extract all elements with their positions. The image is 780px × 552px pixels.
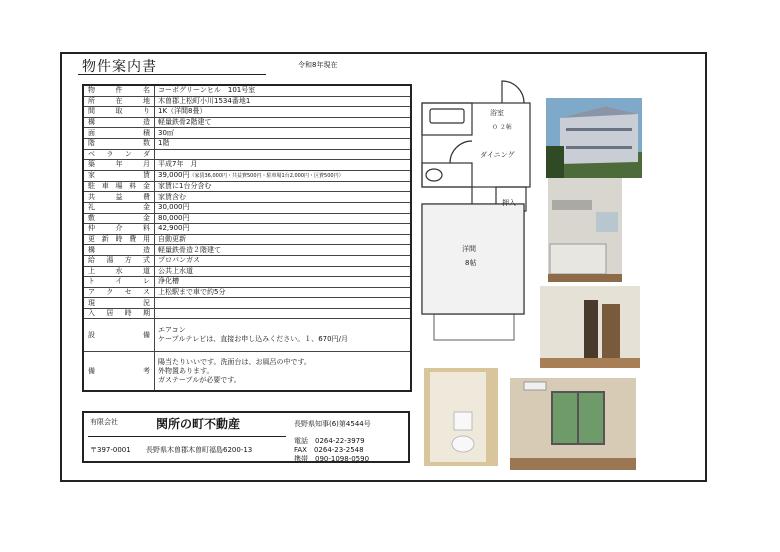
spec-row (83, 245, 411, 256)
spec-label: 入居時期 (83, 308, 155, 319)
spec-value-text: 1K（洋間8畳） (158, 107, 207, 116)
spec-value-text: 自動更新 (158, 235, 186, 244)
spec-value (155, 213, 412, 224)
spec-value (155, 234, 412, 245)
spec-value-text: 上松駅まで車で約5分 (158, 287, 226, 296)
plan-balcony (434, 314, 514, 340)
spec-value-text: 1階 (158, 139, 170, 148)
plan-dining-label: ダイニング (480, 151, 515, 159)
license-number: 長野県知事(6)第4544号 (294, 420, 371, 428)
spec-value-text: 80,000円 (158, 213, 190, 222)
floor-plan (420, 79, 536, 369)
spec-value-text: 家賃に1台分含む (158, 182, 212, 191)
spec-value-text: 木曽郡上松町小川1534番地1 (158, 96, 251, 105)
document-title: 物件案内書 (82, 59, 157, 75)
spec-label: 設備 (83, 319, 155, 352)
spec-row (83, 298, 411, 309)
spec-row (83, 266, 411, 277)
spec-value-text: コーポグリーンヒル 101号室 (158, 86, 256, 95)
spec-value (155, 255, 412, 266)
spec-value-text: 42,900円 (158, 224, 190, 233)
equipment-line: エアコン (158, 326, 186, 335)
spec-value-text: プロパンガス (158, 256, 200, 265)
company-divider (88, 436, 286, 437)
spec-label: ベランダ (83, 149, 155, 160)
spec-value (155, 266, 412, 277)
title-underline (78, 74, 266, 75)
spec-row (83, 107, 411, 118)
spec-label: 敷金 (83, 213, 155, 224)
spec-value (155, 308, 412, 319)
plan-closet-label: 押入 (502, 199, 516, 207)
spec-label: 物件名 (83, 85, 155, 96)
spec-row (83, 117, 411, 128)
bathtub-icon (430, 109, 464, 123)
spec-label: 仲介料 (83, 224, 155, 235)
equipment-row (83, 319, 411, 352)
spec-row (83, 96, 411, 107)
spec-value (155, 96, 412, 107)
spec-value-text: 軽量鉄骨2階建て (158, 118, 212, 127)
spec-row (83, 170, 411, 181)
spec-row (83, 255, 411, 266)
spec-label: 更新時費用 (83, 234, 155, 245)
spec-label: アクセス (83, 287, 155, 298)
spec-value (155, 149, 412, 160)
spec-row (83, 224, 411, 235)
company-type: 有限会社 (90, 418, 118, 426)
spec-value (155, 224, 412, 235)
plan-upper-walls (422, 103, 530, 187)
toilet-door-icon (450, 141, 472, 163)
spec-row (83, 85, 411, 96)
spec-value-note: （家賃36,000円・共益費500円・駐車場1台2,000円・区費500円） (189, 172, 344, 179)
spec-value (155, 298, 412, 309)
document-sheet (60, 52, 707, 482)
spec-value-text: 平成7年 月 (158, 160, 198, 169)
company-box (82, 411, 410, 463)
spec-row (83, 128, 411, 139)
spec-value-text: 軽量鉄骨造２階建て (158, 245, 221, 254)
spec-value (155, 202, 412, 213)
spec-label: 給湯方式 (83, 255, 155, 266)
spec-value-text: 公共上水道 (158, 266, 193, 275)
fax-number: FAX 0264-23-2548 (294, 446, 364, 454)
remarks-line: 外物置あります。 (158, 366, 214, 375)
spec-value-text: 家賃含む (158, 192, 186, 201)
spec-row (83, 160, 411, 171)
spec-label: 現況 (83, 298, 155, 309)
spec-value-text: 30,000円 (158, 203, 190, 212)
equipment-line: ケーブルテレビは、直接お申し込みください。１、670円/月 (158, 335, 348, 344)
spec-label: 築年月 (83, 160, 155, 171)
spec-label: 構造 (83, 245, 155, 256)
toilet-photo (424, 368, 498, 466)
remarks-line: 陽当たりいいです。洗面台は、お風呂の中です。 (158, 357, 311, 366)
spec-label: 上水道 (83, 266, 155, 277)
postal-code: 〒397-0001 (90, 446, 131, 454)
spec-label: 共益費 (83, 192, 155, 203)
spec-label: 面積 (83, 128, 155, 139)
remarks-value (155, 352, 412, 392)
exterior-photo (546, 98, 642, 178)
spec-label: 階数 (83, 138, 155, 149)
toilet-icon (426, 169, 442, 181)
spec-value (155, 170, 412, 181)
spec-label: トイレ (83, 277, 155, 288)
spec-value (155, 160, 412, 171)
spec-row (83, 234, 411, 245)
as-of-date: 令和8年現在 (298, 61, 338, 69)
company-contacts (294, 437, 369, 464)
company-address: 長野県木曽郡木曽町福島6200-13 (146, 446, 253, 454)
spec-row (83, 181, 411, 192)
spec-label: 家賃 (83, 170, 155, 181)
spec-label: 備考 (83, 352, 155, 392)
plan-room-label: 洋間 (462, 245, 476, 253)
spec-value (155, 277, 412, 288)
room-door-photo (540, 286, 640, 368)
spec-value (155, 138, 412, 149)
company-name: 関所の町不動産 (156, 417, 241, 431)
spec-row (83, 149, 411, 160)
spec-label: 駐車場料金 (83, 181, 155, 192)
spec-row (83, 213, 411, 224)
room-window-photo (510, 378, 636, 470)
spec-value (155, 107, 412, 118)
plan-bath-label: 浴室 (490, 109, 504, 117)
remarks-line: ガステーブルが必要です。 (158, 375, 241, 384)
spec-label: 所在地 (83, 96, 155, 107)
spec-label: 礼金 (83, 202, 155, 213)
remarks-row (83, 352, 411, 392)
mobile-number: 携帯 090-1098-0590 (294, 455, 370, 463)
entrance-door-icon (502, 81, 524, 103)
plan-toilet-room (422, 163, 472, 187)
spec-value-text: 39,000円 (158, 170, 190, 179)
phone-number: 電話 0264-22-3979 (294, 437, 365, 445)
kitchen-photo (548, 178, 622, 282)
plan-room-size: 8帖 (465, 259, 477, 267)
spec-value (155, 181, 412, 192)
spec-row (83, 202, 411, 213)
spec-label: 構造 (83, 117, 155, 128)
spec-row (83, 277, 411, 288)
equipment-value (155, 319, 412, 352)
spec-value (155, 85, 412, 96)
spec-row (83, 192, 411, 203)
spec-row (83, 287, 411, 298)
spec-row (83, 138, 411, 149)
spec-value (155, 287, 412, 298)
plan-dining-size: ０ ２帖 (492, 124, 512, 131)
spec-value (155, 192, 412, 203)
spec-value (155, 128, 412, 139)
property-spec-table (82, 84, 412, 392)
spec-value-text: 浄化槽 (158, 277, 179, 286)
spec-value (155, 245, 412, 256)
spec-row (83, 308, 411, 319)
spec-value-text: 30㎡ (158, 128, 174, 137)
spec-value (155, 117, 412, 128)
spec-label: 間取り (83, 107, 155, 118)
